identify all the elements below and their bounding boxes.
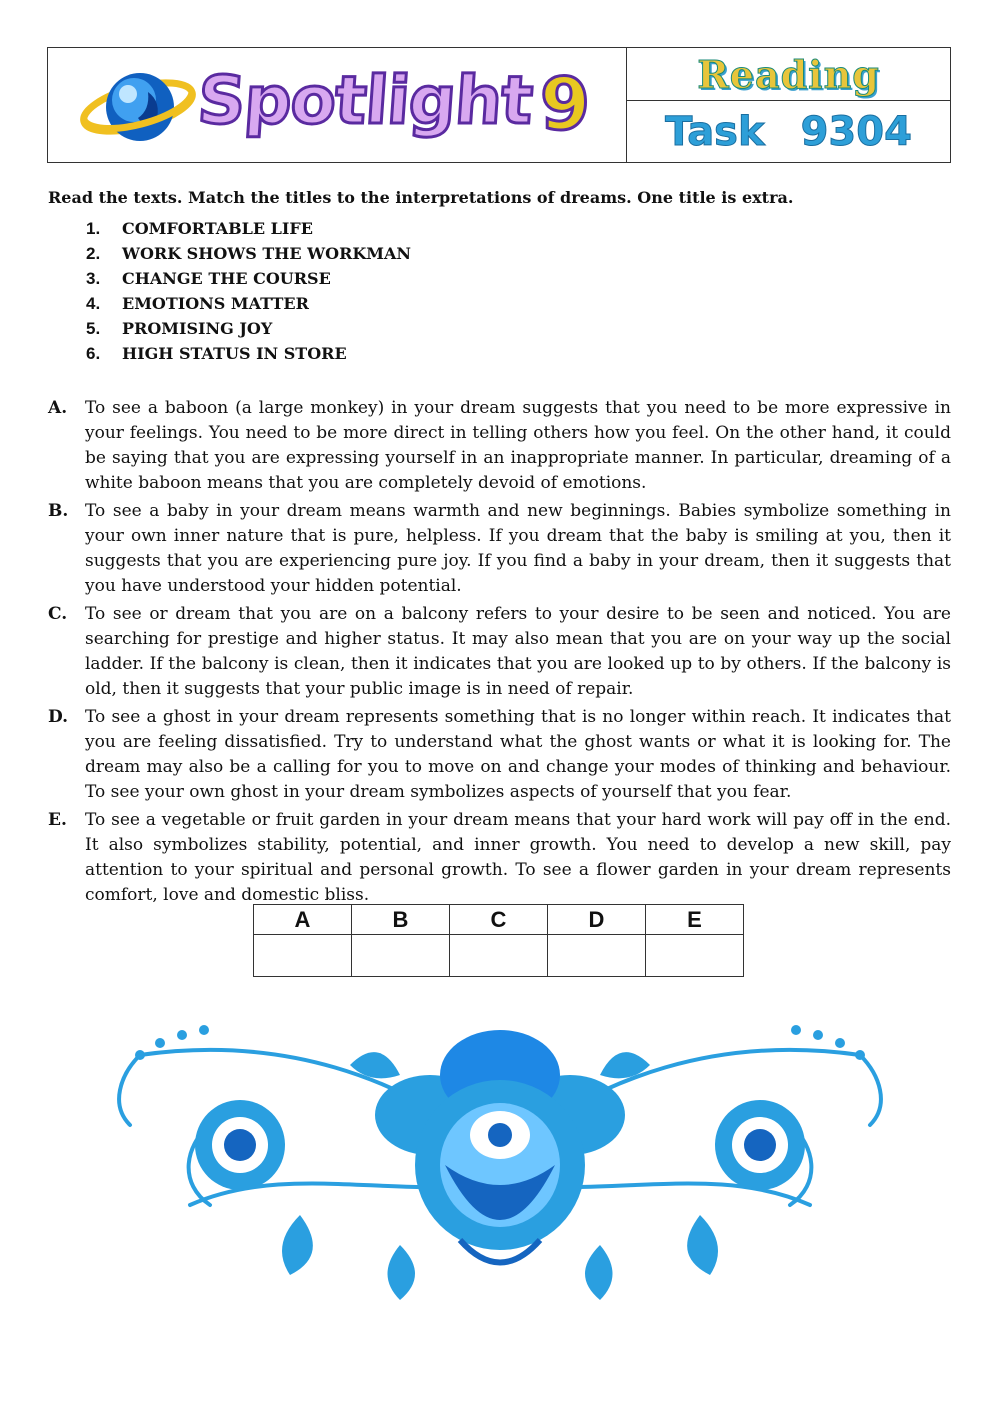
text-body: To see a vegetable or fruit garden in your dream means that your hard work will pay off in the end. It also symbolizes stability, potential, and inner growth. You need to develop a new skill, pay attention to your spiritual and personal growth. To see a flower garden in your dream represents comfort, love and domestic bliss. bbox=[85, 810, 951, 905]
text-a bbox=[48, 396, 951, 496]
title-number: 6. bbox=[86, 344, 101, 363]
title-text: PROMISING JOY bbox=[122, 319, 273, 338]
text-letter: A. bbox=[48, 398, 68, 418]
title-number: 3. bbox=[86, 269, 101, 288]
answer-header-d: D bbox=[548, 905, 646, 935]
title-text: WORK SHOWS THE WORKMAN bbox=[122, 244, 412, 263]
answer-cell-b[interactable] bbox=[352, 935, 450, 977]
title-item bbox=[86, 266, 411, 291]
text-e bbox=[48, 808, 951, 908]
answer-header-e: E bbox=[646, 905, 744, 935]
header-box bbox=[47, 47, 951, 163]
dream-texts bbox=[48, 396, 951, 911]
answer-cell-c[interactable] bbox=[450, 935, 548, 977]
answer-cell-e[interactable] bbox=[646, 935, 744, 977]
text-letter: C. bbox=[48, 604, 68, 624]
title-number: 4. bbox=[86, 294, 101, 313]
globe-icon bbox=[78, 62, 198, 152]
answer-header-b: B bbox=[352, 905, 450, 935]
answer-cell-a[interactable] bbox=[254, 935, 352, 977]
title-item bbox=[86, 241, 411, 266]
title-number: 5. bbox=[86, 319, 101, 338]
text-letter: B. bbox=[48, 501, 69, 521]
text-body: To see or dream that you are on a balcony refers to your desire to be seen and noticed. You are searching for prestige and higher status. It may also mean that you are on your way up the social ladder. If the balcony is clean, then it indicates that you are looked up to by others. If the balcony is old, then it suggests that your public image is in need of repair. bbox=[85, 604, 951, 699]
title-cell bbox=[627, 48, 950, 162]
task-label: Task bbox=[665, 108, 765, 155]
spotlight-logo-text: Spotlight bbox=[195, 62, 535, 139]
instruction-text: Read the texts. Match the titles to the interpretations of dreams. One title is extra. bbox=[48, 188, 794, 207]
answer-row bbox=[254, 935, 744, 977]
text-body: To see a ghost in your dream represents something that is no longer within reach. It indicates that you are feeling dissatisfied. Try to understand what the ghost wants or what it is looking for. The dream may also be a calling for you to move on and change your modes of thinking and behaviour. To see your own ghost in your dream symbolizes aspects of yourself that you fear. bbox=[85, 707, 951, 802]
logo-cell bbox=[48, 48, 627, 162]
title-text: HIGH STATUS IN STORE bbox=[122, 344, 347, 363]
title-number: 2. bbox=[86, 244, 101, 263]
titles-list bbox=[86, 216, 411, 366]
title-text: CHANGE THE COURSE bbox=[122, 269, 331, 288]
title-item bbox=[86, 341, 411, 366]
title-item bbox=[86, 216, 411, 241]
title-text: EMOTIONS MATTER bbox=[122, 294, 309, 313]
text-letter: D. bbox=[48, 707, 69, 727]
text-c bbox=[48, 602, 951, 702]
task-number: 9304 bbox=[800, 108, 912, 155]
text-letter: E. bbox=[48, 810, 67, 830]
answer-table bbox=[253, 904, 744, 977]
task-cell bbox=[627, 101, 950, 162]
floral-ornament-icon bbox=[100, 1015, 900, 1305]
title-text: COMFORTABLE LIFE bbox=[122, 219, 313, 238]
title-item bbox=[86, 291, 411, 316]
text-body: To see a baboon (a large monkey) in your dream suggests that you need to be more expressive in your feelings. You need to be more direct in telling others how you feel. On the other hand, it could be saying that you are expressing yourself in an inappropriate manner. In particular, dreaming of a white baboon means that you are completely devoid of emotions. bbox=[85, 398, 951, 493]
spotlight-logo-number: 9 bbox=[540, 62, 591, 146]
answer-header-c: C bbox=[450, 905, 548, 935]
text-body: To see a baby in your dream means warmth and new beginnings. Babies symbolize something in your own inner nature that is pure, helpless. If you dream that the baby is smiling at you, then it suggests that you are experiencing pure joy. If you find a baby in your dream, then it suggests that you have understood your hidden potential. bbox=[85, 501, 951, 596]
text-b bbox=[48, 499, 951, 599]
answer-header-a: A bbox=[254, 905, 352, 935]
title-item bbox=[86, 316, 411, 341]
reading-label: Reading bbox=[697, 51, 880, 97]
answer-cell-d[interactable] bbox=[548, 935, 646, 977]
title-number: 1. bbox=[86, 219, 101, 238]
answer-header-row bbox=[254, 905, 744, 935]
text-d bbox=[48, 705, 951, 805]
reading-cell bbox=[627, 48, 950, 101]
